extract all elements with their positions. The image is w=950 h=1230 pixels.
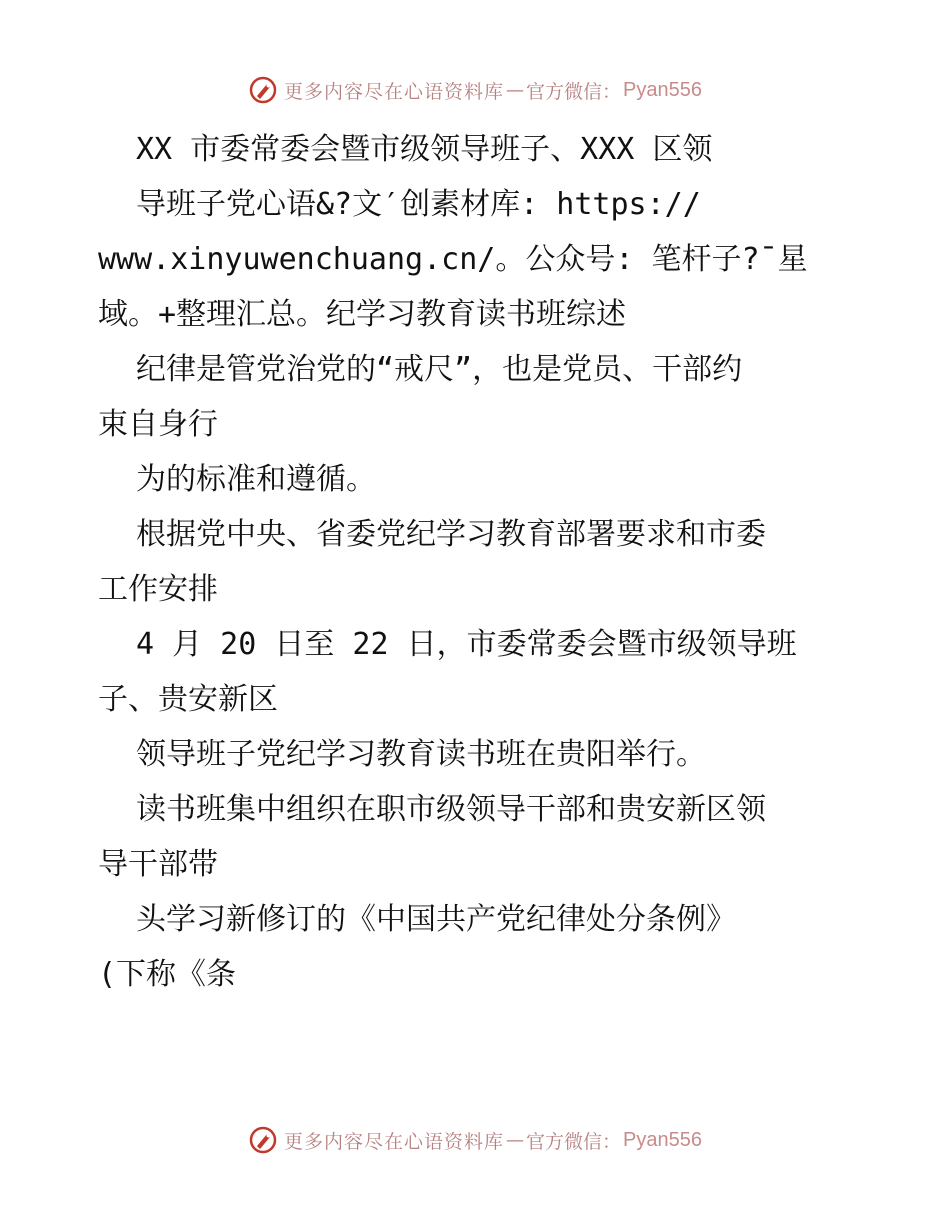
text-line: XX 市委常委会暨市级领导班子、XXX 区领 <box>136 132 713 167</box>
banner-dash: — <box>506 1129 525 1151</box>
text-line: 纪律是管党治党的“戒尺”，也是党员、干部约 <box>136 352 743 387</box>
banner-handle: Pyan556 <box>623 78 702 101</box>
text-line: 4 月 20 日至 22 日，市委常委会暨市级领导班 <box>136 627 797 662</box>
pen-nib-icon <box>248 1125 278 1155</box>
banner-brand: 更多内容尽在心语资料库 <box>284 80 505 103</box>
banner-dash: — <box>506 79 525 101</box>
text-line: 子、贵安新区 <box>98 682 278 717</box>
text-line: (下称《条 <box>98 957 237 992</box>
text-line: 束自身行 <box>98 407 218 442</box>
banner-handle: Pyan556 <box>623 1128 702 1151</box>
text-line: 工作安排 <box>98 572 218 607</box>
text-line: 导干部带 <box>98 847 218 882</box>
header-banner <box>0 70 950 110</box>
banner-account-label: 官方微信： <box>526 80 622 103</box>
text-line: 根据党中央、省委党纪学习教育部署要求和市委 <box>136 517 766 552</box>
footer-banner <box>0 1120 950 1160</box>
text-line: 读书班集中组织在职市级领导干部和贵安新区领 <box>136 792 766 827</box>
text-line: 为的标准和遵循。 <box>136 462 376 497</box>
text-line: 域。+整理汇总。纪学习教育读书班综述 <box>98 297 627 332</box>
text-line: 导班子党心语&?文′创素材库: https:// <box>136 187 701 222</box>
text-line: 头学习新修订的《中国共产党纪律处分条例》 <box>136 902 736 937</box>
text-line: 领导班子党纪学习教育读书班在贵阳举行。 <box>136 737 706 772</box>
text-line: www.xinyuwenchuang.cn/。公众号: 笔杆子?¯星 <box>98 242 808 277</box>
document-body <box>98 122 868 1002</box>
pen-nib-icon <box>248 75 278 105</box>
banner-account-label: 官方微信： <box>526 1130 622 1153</box>
banner-brand: 更多内容尽在心语资料库 <box>284 1130 505 1153</box>
